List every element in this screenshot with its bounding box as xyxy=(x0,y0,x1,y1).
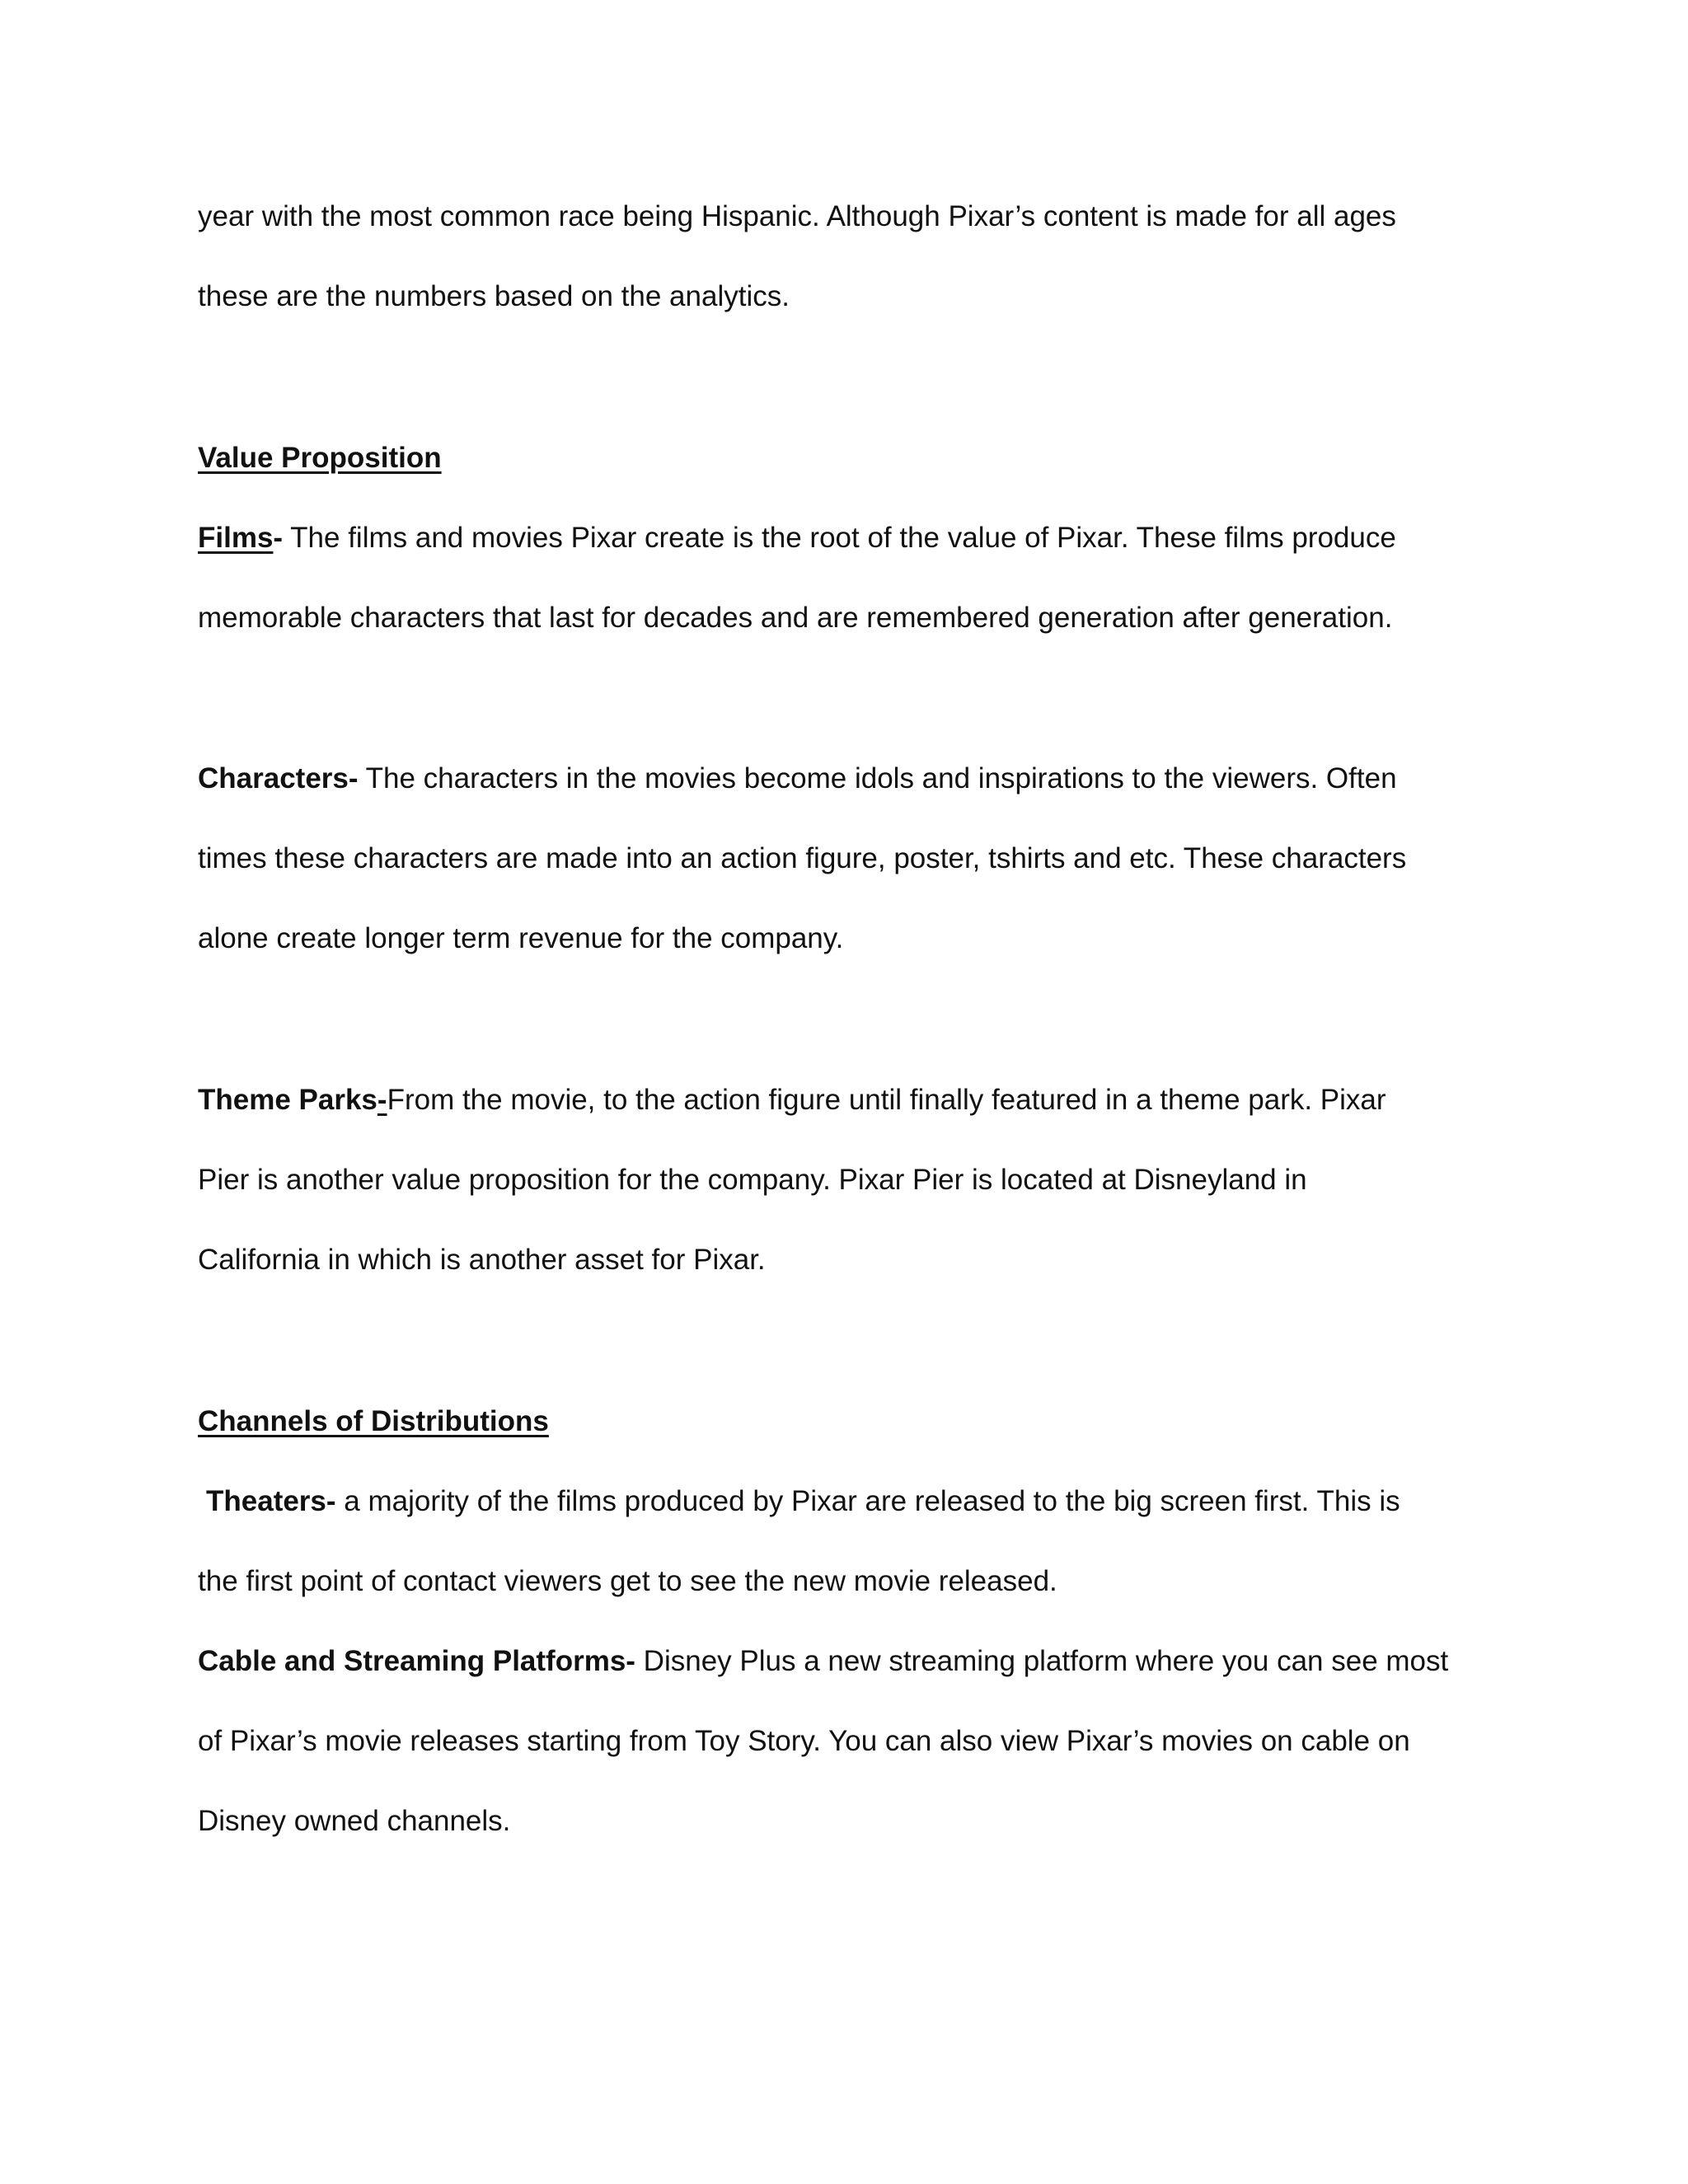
characters-text-3: alone create longer term revenue for the company. xyxy=(198,922,844,954)
theaters-line-2 xyxy=(198,1563,1533,1600)
characters-line-2 xyxy=(198,841,1533,877)
theme-parks-dash: - xyxy=(377,1084,387,1116)
cable-text-1: Disney Plus a new streaming platform where you can see most xyxy=(635,1645,1449,1677)
characters-text-1: The characters in the movies become idols and inspirations to the viewers. Often xyxy=(358,762,1397,794)
theme-parks-text-3: California in which is another asset for Pixar. xyxy=(198,1244,766,1276)
cable-term: Cable and Streaming Platforms- xyxy=(198,1645,635,1677)
channels-heading xyxy=(198,1404,1533,1440)
cable-line-2 xyxy=(198,1723,1533,1760)
intro-text-2: these are the numbers based on the analytics. xyxy=(198,280,790,312)
films-text-2: memorable characters that last for decades and are remembered generation after generation. xyxy=(198,602,1393,634)
theme-parks-line-2 xyxy=(198,1162,1533,1198)
characters-line-3 xyxy=(198,921,1533,957)
films-term: Films xyxy=(198,522,274,554)
theaters-text-2: the first point of contact viewers get to see the new movie released. xyxy=(198,1565,1057,1597)
cable-text-3: Disney owned channels. xyxy=(198,1805,511,1837)
characters-line-1 xyxy=(198,761,1533,797)
channels-title: Channels of Distributions xyxy=(198,1405,549,1437)
theaters-term: Theaters- xyxy=(206,1485,336,1517)
cable-text-2: of Pixar’s movie releases starting from Toy Story. You can also view Pixar’s movies on cable on xyxy=(198,1725,1410,1757)
intro-line-1 xyxy=(198,199,1533,235)
intro-line-2 xyxy=(198,279,1533,315)
value-proposition-heading xyxy=(198,440,1533,476)
value-proposition-title: Value Proposition xyxy=(198,442,442,474)
intro-text-1: year with the most common race being Hispanic. Although Pixar’s content is made for all ages xyxy=(198,200,1396,232)
cable-line-3 xyxy=(198,1803,1533,1840)
films-dash: - xyxy=(273,522,284,554)
theme-parks-text-1: From the movie, to the action figure until finally featured in a theme park. Pixar xyxy=(387,1084,1386,1116)
films-text-1: The films and movies Pixar create is the root of the value of Pixar. These films produce xyxy=(283,522,1396,554)
theaters-text-1: a majority of the films produced by Pixar are released to the big screen first. This is xyxy=(335,1485,1400,1517)
cable-line-1 xyxy=(198,1643,1533,1680)
theme-parks-line-1 xyxy=(198,1082,1533,1118)
characters-term: Characters- xyxy=(198,762,359,794)
theaters-line-1 xyxy=(206,1483,1541,1520)
films-line-1 xyxy=(198,520,1533,556)
theme-parks-text-2: Pier is another value proposition for the company. Pixar Pier is located at Disneyland in xyxy=(198,1164,1307,1196)
theme-parks-term: Theme Parks xyxy=(198,1084,377,1116)
theme-parks-line-3 xyxy=(198,1242,1533,1278)
films-line-2 xyxy=(198,600,1533,636)
characters-text-2: times these characters are made into an action figure, poster, tshirts and etc. These characters xyxy=(198,842,1407,874)
